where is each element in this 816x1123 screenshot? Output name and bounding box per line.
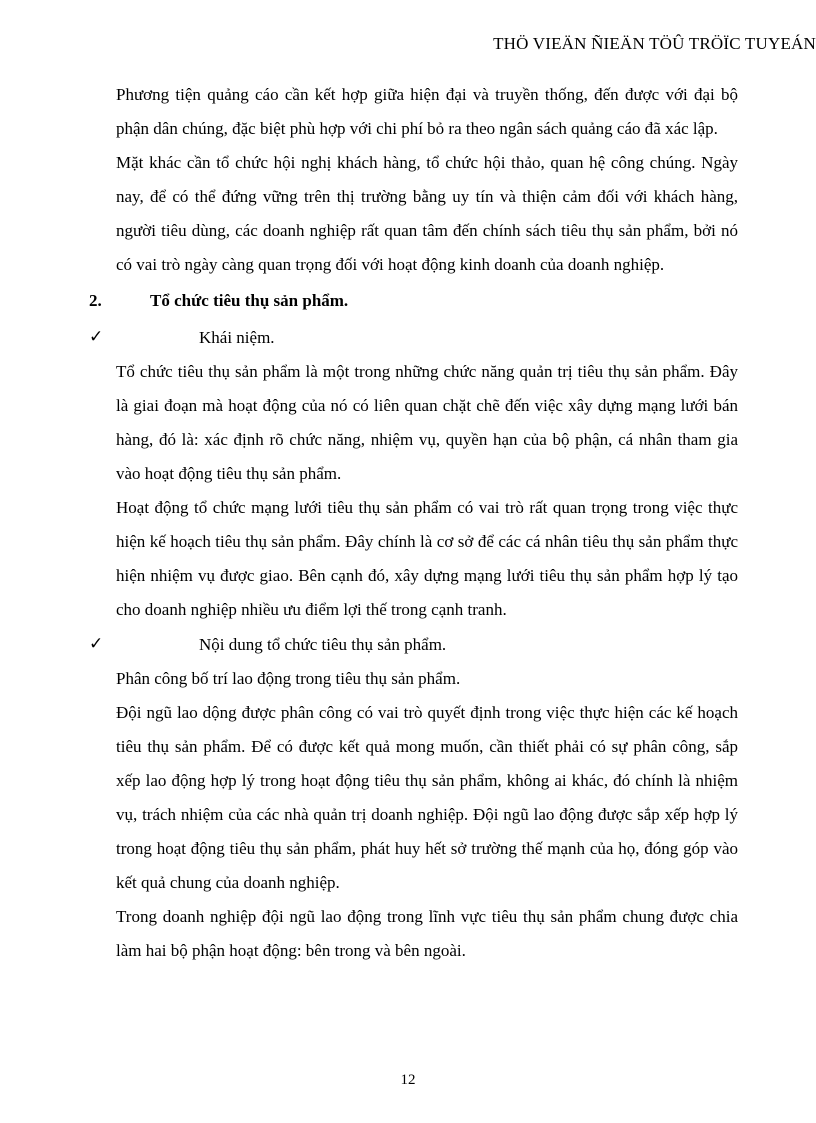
check-icon: ✓: [89, 327, 104, 347]
paragraph-customer-conference: Mặt khác cần tổ chức hội nghị khách hàng, tổ chức hội thảo, quan hệ công chúng. Ngày nay, để có thể đứng vững trên thị trường bằng uy tín và thiện cảm đối với khách hàng, người tiêu dùng, các doanh nghiệp rất quan tâm đến chính sách tiêu thụ sản phẩm, bởi nó có vai trò ngày càng quan trọng đối với hoạt động kinh doanh của doanh nghiệp.: [116, 153, 738, 274]
bullet-concept: [89, 320, 738, 355]
section-number: 2.: [89, 291, 102, 310]
section-title: Tổ chức tiêu thụ sản phẩm.: [150, 291, 349, 310]
paragraph-labor-assignment: Phân công bố trí lao động trong tiêu thụ sản phẩm.: [116, 669, 461, 688]
section-heading: [89, 282, 738, 320]
paragraph-labor-team: Đội ngũ lao dộng được phân công có vai trò quyết định trong việc thực hiện các kế hoạch tiêu thụ sản phẩm. Để có được kết quả mong muốn, cần thiết phải có sự phân công, sắp xếp lao động hợp lý trong hoạt động tiêu thụ sản phẩm, không ai khác, đó chính là nhiệm vụ, trách nhiệm của các nhà quản trị doanh nghiệp. Đội ngũ lao động được sắp xếp hợp lý trong hoạt động tiêu thụ sản phẩm, phát huy hết sở trường thế mạnh của họ, đóng góp vào kết quả chung của doanh nghiệp.: [116, 703, 738, 892]
check-icon: ✓: [89, 634, 104, 654]
paragraph-network-role: Hoạt động tổ chức mạng lưới tiêu thụ sản phẩm có vai trò rất quan trọng trong việc thực hiện kế hoạch tiêu thụ sản phẩm. Đây chính là cơ sở để các cá nhân tiêu thụ sản phẩm thực hiện nhiệm vụ được giao. Bên cạnh đó, xây dựng mạng lưới tiêu thụ sản phẩm hợp lý tạo cho doanh nghiệp nhiều ưu điểm lợi thế trong cạnh tranh.: [116, 498, 738, 619]
page-number: 12: [400, 1072, 416, 1088]
page-header: THÖ VIEÄN ÑIEÄN TÖÛ TRÖÏC TUYEÁN: [493, 34, 816, 53]
bullet-concept-label: Khái niệm.: [199, 328, 275, 347]
paragraph-labor-division: Trong doanh nghiệp đội ngũ lao động trong lĩnh vực tiêu thụ sản phẩm chung được chia làm hai bộ phận hoạt động: bên trong và bên ngoài.: [116, 907, 738, 960]
bullet-content: [89, 627, 738, 662]
document-body: [89, 78, 738, 968]
paragraph-advertising-media: Phương tiện quảng cáo cần kết hợp giữa hiện đại và truyền thống, đến được với đại bộ phận dân chúng, đặc biệt phù hợp với chi phí bỏ ra theo ngân sách quảng cáo đã xác lập.: [116, 85, 738, 138]
bullet-content-label: Nội dung tổ chức tiêu thụ sản phẩm.: [199, 635, 447, 654]
paragraph-concept-definition: Tổ chức tiêu thụ sản phẩm là một trong những chức năng quản trị tiêu thụ sản phẩm. Đây là giai đoạn mà hoạt động của nó có liên quan chặt chẽ đến việc xây dựng mạng lưới bán hàng, đó là: xác định rõ chức năng, nhiệm vụ, quyền hạn của bộ phận, cá nhân tham gia vào hoạt động tiêu thụ sản phẩm.: [116, 362, 738, 483]
